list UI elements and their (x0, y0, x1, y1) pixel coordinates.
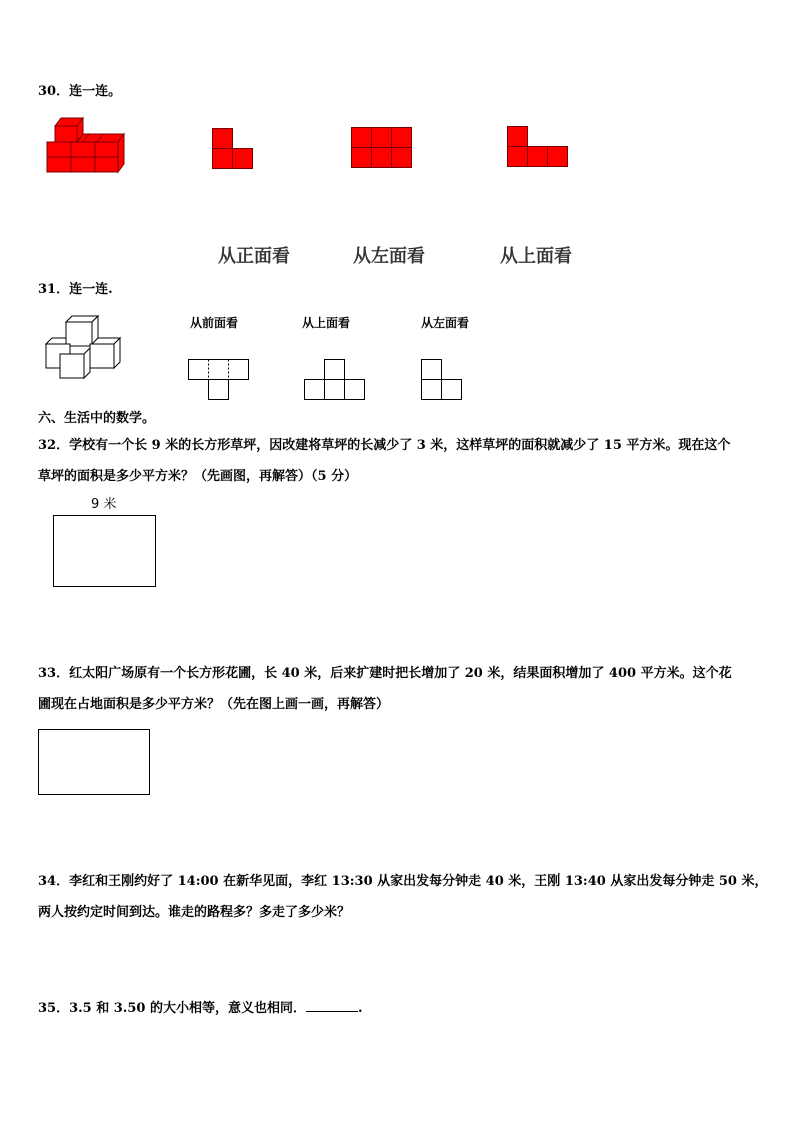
q31-view-l-shape (421, 359, 463, 401)
q33-line2: 圃现在占地面积是多少平方米？（先在图上画一画，再解答） (38, 697, 390, 712)
q33-line1: 33．红太阳广场原有一个长方形花圃，长 40 米，后来扩建时把长增加了 20 米，结果面积增加了 400 平方米。这个花 (38, 666, 732, 681)
q30-view-grid (351, 127, 413, 169)
q31-title: 31．连一连. (38, 282, 113, 297)
section6-title: 六、生活中的数学。 (38, 411, 156, 426)
q33-rectangle (38, 729, 150, 795)
q30-view-l-shape (212, 128, 254, 170)
q35-answer-blank[interactable] (306, 1001, 358, 1012)
q30-cube-solid (40, 112, 130, 178)
q32-line2: 草坪的面积是多少平方米？（先画图，再解答）（5 分） (38, 469, 358, 484)
q31-view-inverted-t (304, 359, 366, 401)
q30-label-left: 从左面看 (353, 246, 425, 267)
q34-line1: 34．李红和王刚约好了 14:00 在新华见面，李红 13:30 从家出发每分钟走 40 米，王刚 13:40 从家出发每分钟走 50 米， (38, 874, 768, 889)
q31-view-t-shape (188, 359, 250, 401)
q35-text (38, 1001, 362, 1015)
q30-label-top: 从上面看 (500, 246, 572, 267)
q30-label-front: 从正面看 (218, 246, 290, 267)
q31-cube-solid (44, 316, 128, 382)
q31-label-front: 从前面看 (190, 316, 239, 330)
q30-view-long-l (507, 126, 569, 168)
q30-title: 30．连一连。 (38, 84, 122, 99)
q35-end: . (357, 1001, 363, 1016)
q32-figure-label: 9 米 (91, 497, 117, 512)
q32-line1: 32．学校有一个长 9 米的长方形草坪，因改建将草坪的长减少了 3 米，这样草坪的面积就减少了 15 平方米。现在这个 (38, 438, 731, 453)
q31-label-top: 从上面看 (302, 316, 351, 330)
q35-statement: 35．3.5 和 3.50 的大小相等，意义也相同． (38, 1001, 306, 1016)
q32-rectangle (53, 515, 156, 587)
q34-line2: 两人按约定时间到达。谁走的路程多？多走了多少米？ (38, 905, 351, 920)
q31-label-left: 从左面看 (421, 316, 470, 330)
